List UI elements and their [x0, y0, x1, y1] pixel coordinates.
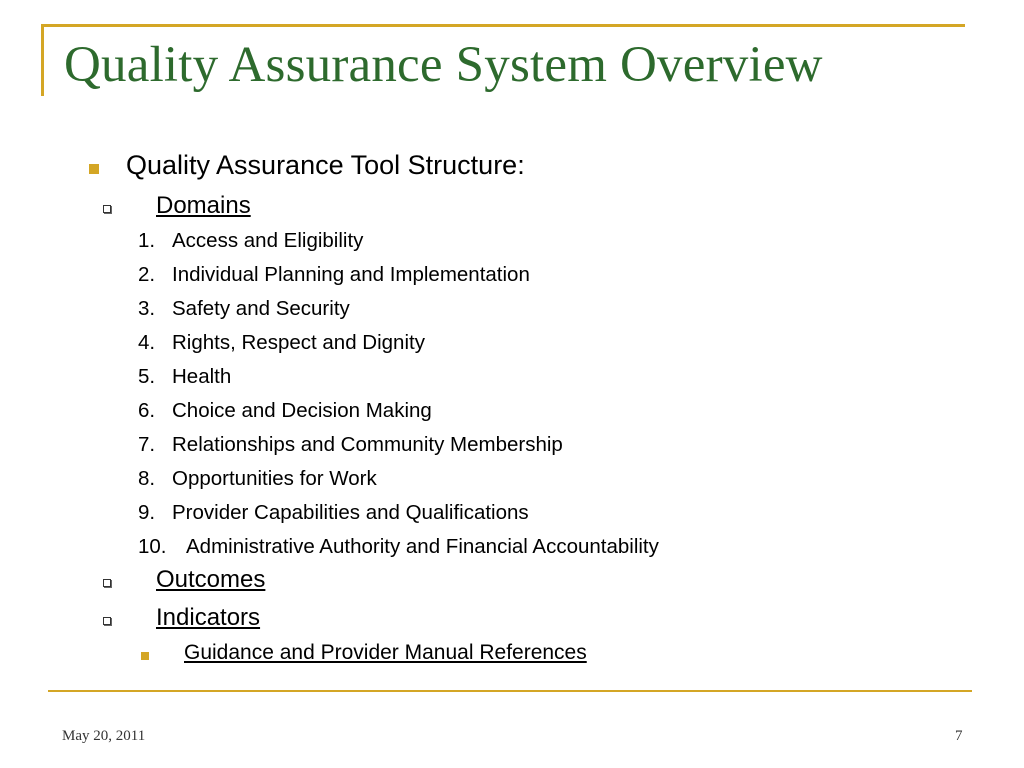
outcomes-link[interactable]: Outcomes: [156, 566, 266, 593]
domain-label: Provider Capabilities and Qualifications: [172, 501, 529, 524]
slide-title: Quality Assurance System Overview: [64, 37, 823, 93]
domain-item: [138, 227, 659, 261]
hollow-square-bullet-icon: [103, 579, 111, 587]
domain-item: [138, 533, 659, 567]
footer-rule: [48, 690, 972, 692]
frame-top-rule: [41, 24, 965, 27]
page-number: 7: [955, 728, 963, 744]
domain-label: Rights, Respect and Dignity: [172, 331, 425, 354]
domain-number: 1.: [138, 229, 156, 252]
guidance-link[interactable]: Guidance and Provider Manual References: [184, 641, 587, 664]
footer-date: May 20, 2011: [62, 728, 146, 744]
domain-number: 6.: [138, 399, 156, 422]
domain-item: [138, 397, 659, 431]
hollow-square-bullet-icon: [103, 617, 111, 625]
hollow-square-bullet-icon: [103, 205, 111, 213]
frame-left-rule: [41, 24, 44, 96]
domain-item: [138, 329, 659, 363]
domain-label: Health: [172, 365, 232, 388]
domain-number: 9.: [138, 501, 156, 524]
domain-item: [138, 465, 659, 499]
square-bullet-icon: [89, 164, 99, 174]
domain-label: Relationships and Community Membership: [172, 433, 563, 456]
domain-label: Access and Eligibility: [172, 229, 364, 252]
domain-item: [138, 363, 659, 397]
domain-label: Safety and Security: [172, 297, 350, 320]
indicators-link[interactable]: Indicators: [156, 604, 261, 631]
domain-number: 2.: [138, 263, 156, 286]
square-bullet-icon: [141, 652, 149, 660]
domain-number: 10.: [138, 535, 167, 558]
domain-number: 7.: [138, 433, 156, 456]
tool-structure-heading: Quality Assurance Tool Structure:: [126, 150, 525, 180]
domain-item: [138, 261, 659, 295]
domains-link[interactable]: Domains: [156, 192, 251, 219]
domain-number: 8.: [138, 467, 156, 490]
domains-list: [138, 227, 659, 567]
domain-label: Opportunities for Work: [172, 467, 377, 490]
domain-item: [138, 295, 659, 329]
domain-number: 5.: [138, 365, 156, 388]
domain-label: Choice and Decision Making: [172, 399, 432, 422]
domain-number: 4.: [138, 331, 156, 354]
domain-item: [138, 431, 659, 465]
domain-number: 3.: [138, 297, 156, 320]
domain-item: [138, 499, 659, 533]
domain-label: Individual Planning and Implementation: [172, 263, 530, 286]
domain-label: Administrative Authority and Financial Accountability: [186, 535, 659, 558]
